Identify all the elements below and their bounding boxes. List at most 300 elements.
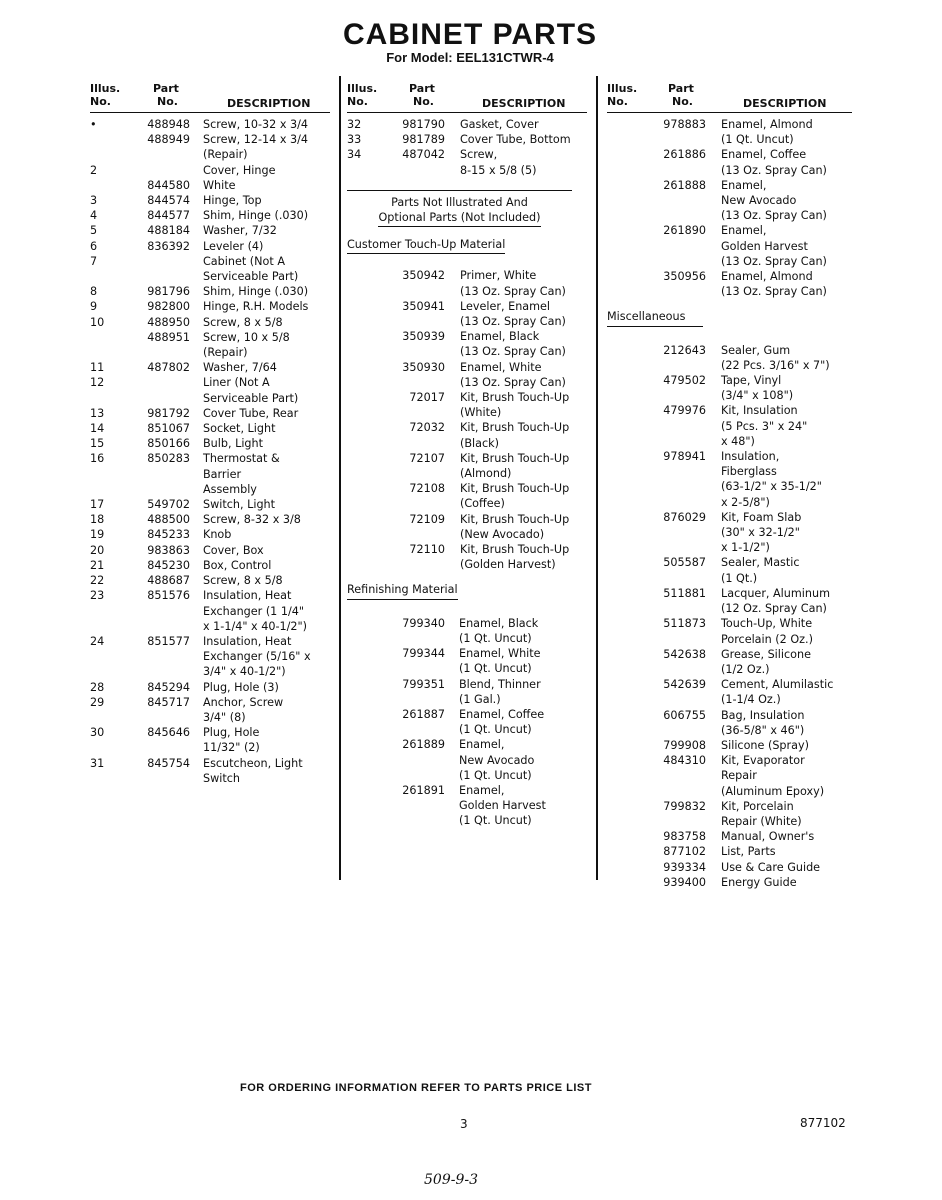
part-number: 978883 [663, 118, 706, 131]
part-description: Repair [721, 769, 757, 783]
part-description: Kit, Brush Touch-Up [460, 482, 570, 496]
part-description: Screw, 10 x 5/8 [203, 330, 290, 344]
part-row [607, 829, 852, 844]
illus-number: 34 [347, 148, 362, 162]
part-row [607, 343, 852, 373]
part-header-no: No. [672, 95, 693, 108]
part-number: 261890 [663, 224, 706, 238]
part-description: Silicone (Spray) [721, 738, 809, 752]
illus-number: 16 [90, 452, 105, 466]
part-number: 350930 [402, 360, 445, 374]
part-description: Switch, Light [203, 498, 276, 512]
part-description: (Aluminum Epoxy) [721, 784, 825, 798]
part-row [607, 799, 852, 829]
part-description: (5 Pcs. 3" x 24" [721, 419, 808, 433]
part-row [347, 390, 587, 420]
part-description: (1/2 Oz.) [721, 662, 770, 676]
part-description: Shim, Hinge (.030) [203, 285, 309, 299]
part-number: 542638 [663, 647, 706, 661]
part-description: (3/4" x 108") [721, 389, 794, 403]
part-description: Knob [203, 528, 232, 542]
illus-number: 12 [90, 376, 105, 390]
illus-number: • [90, 118, 97, 131]
illus-number: 17 [90, 498, 105, 512]
part-number: 511881 [663, 586, 706, 600]
part-description: Assembly [203, 482, 257, 496]
part-description: New Avocado [459, 753, 535, 767]
part-number: 850166 [147, 437, 190, 451]
part-description: Serviceable Part) [203, 270, 299, 284]
part-description: Plug, Hole (3) [203, 680, 279, 694]
part-row [347, 542, 587, 572]
part-description: Cement, Alumilastic [721, 678, 834, 692]
part-description: Manual, Owner's [721, 830, 815, 844]
part-row [347, 147, 587, 177]
illus-number: 8 [90, 285, 98, 299]
part-description: Repair (White) [721, 814, 802, 828]
part-row [607, 844, 852, 859]
parts-column-2 [347, 82, 587, 829]
part-row [607, 269, 852, 299]
part-row [607, 147, 852, 177]
description-header: DESCRIPTION [227, 97, 311, 110]
part-number: 851576 [147, 589, 190, 603]
part-number: 488500 [147, 513, 190, 527]
part-description: Screw, [460, 148, 498, 162]
illus-number: 31 [90, 756, 105, 770]
part-description: (13 Oz. Spray Can) [460, 345, 566, 359]
part-description: Insulation, Heat [203, 634, 292, 648]
part-row [90, 421, 330, 436]
part-description: Screw, 8 x 5/8 [203, 574, 283, 588]
illus-number: 30 [90, 726, 105, 740]
part-description: (Golden Harvest) [460, 558, 556, 572]
part-number: 851577 [147, 634, 190, 648]
description-header: DESCRIPTION [482, 97, 566, 110]
part-description: Enamel, Coffee [459, 707, 545, 721]
part-number: 845230 [147, 558, 190, 572]
refinishing-heading: Refinishing Material [347, 582, 458, 599]
part-row [607, 738, 852, 753]
part-row [90, 756, 330, 786]
part-number: 488950 [147, 315, 190, 329]
part-number: 261891 [402, 783, 445, 797]
part-description: Cover Tube, Rear [203, 406, 299, 420]
part-number: 350939 [402, 330, 445, 344]
part-description: Screw, 10-32 x 3/4 [203, 118, 308, 131]
part-description: Sealer, Mastic [721, 556, 800, 570]
illus-number: 15 [90, 437, 105, 451]
part-description: Screw, 8 x 5/8 [203, 315, 283, 329]
handwritten-note: 509-9-3 [424, 1172, 478, 1188]
part-number: 981790 [402, 118, 445, 131]
part-number: 350956 [663, 270, 706, 284]
part-description: (New Avocado) [460, 527, 545, 541]
part-number: 479976 [663, 404, 706, 418]
part-row [347, 268, 587, 298]
part-description: Gasket, Cover [460, 118, 539, 131]
illus-number: 29 [90, 695, 105, 709]
column-header [90, 82, 330, 113]
illus-header: Illus. [90, 82, 121, 95]
part-description: Screw, 12-14 x 3/4 [203, 133, 308, 147]
part-row [90, 725, 330, 755]
part-number: 877102 [663, 845, 706, 859]
part-row [607, 178, 852, 224]
illus-number: 11 [90, 361, 105, 375]
part-number: 542639 [663, 678, 706, 692]
part-number: 261886 [663, 148, 706, 162]
model-subtitle: For Model: EEL131CTWR-4 [386, 50, 554, 65]
part-row [90, 451, 330, 497]
part-row [347, 737, 587, 783]
illus-number: 9 [90, 300, 98, 314]
illus-header: Illus. [607, 82, 638, 95]
part-number: 799832 [663, 799, 706, 813]
part-description: Kit, Brush Touch-Up [460, 512, 570, 526]
part-description: 8-15 x 5/8 (5) [460, 163, 537, 177]
part-row [347, 299, 587, 329]
part-number: 488948 [147, 118, 190, 131]
part-number: 845717 [147, 695, 190, 709]
part-description: Enamel, Coffee [721, 148, 807, 162]
part-description: Escutcheon, Light [203, 756, 303, 770]
part-row [347, 451, 587, 481]
part-description: Kit, Brush Touch-Up [460, 421, 570, 435]
part-description: Socket, Light [203, 422, 276, 436]
part-description: Enamel, Almond [721, 118, 813, 131]
part-row [347, 646, 587, 676]
part-row [607, 860, 852, 875]
part-row [607, 555, 852, 585]
part-number: 488949 [147, 133, 190, 147]
part-row [607, 403, 852, 449]
part-description: Leveler, Enamel [460, 299, 551, 313]
part-number: 799351 [402, 677, 445, 691]
part-row [347, 783, 587, 829]
part-row [607, 753, 852, 799]
part-description: x 1-1/4" x 40-1/2") [203, 619, 308, 633]
part-description: (30" x 32-1/2" [721, 526, 800, 540]
part-header-no: No. [157, 95, 178, 108]
part-description: Grease, Silicone [721, 647, 811, 661]
part-number: 845754 [147, 756, 190, 770]
part-description: Golden Harvest [459, 799, 546, 813]
part-description: Golden Harvest [721, 239, 808, 253]
illus-number: 19 [90, 528, 105, 542]
part-description: x 1-1/2") [721, 541, 770, 555]
part-description: Washer, 7/32 [203, 224, 277, 238]
part-number: 939400 [663, 875, 706, 889]
part-row [90, 634, 330, 680]
part-description: Enamel, White [459, 647, 541, 661]
part-description: Tape, Vinyl [721, 374, 782, 388]
illus-number: 5 [90, 224, 98, 238]
part-row [347, 117, 587, 132]
part-description: (Coffee) [460, 497, 505, 511]
part-description: Enamel, [721, 178, 767, 192]
part-row [347, 707, 587, 737]
part-number: 606755 [663, 708, 706, 722]
part-number: 836392 [147, 239, 190, 253]
part-description: (Black) [460, 436, 499, 450]
part-description: Liner (Not A [203, 376, 270, 390]
part-row [607, 586, 852, 616]
column-divider-1 [339, 76, 341, 880]
part-description: (Repair) [203, 148, 248, 162]
part-header: Part [153, 82, 179, 95]
part-row [607, 647, 852, 677]
part-row [607, 677, 852, 707]
part-row [90, 360, 330, 375]
part-number: 505587 [663, 556, 706, 570]
part-number: 850283 [147, 452, 190, 466]
part-number: 72108 [409, 482, 445, 496]
parts-list [607, 117, 852, 299]
section-divider [347, 190, 572, 191]
part-description: Kit, Foam Slab [721, 510, 802, 524]
illus-number: 22 [90, 574, 105, 588]
part-description: Bulb, Light [203, 437, 264, 451]
part-row [90, 695, 330, 725]
part-row [90, 330, 330, 360]
part-description: (1 Qt. Uncut) [459, 723, 532, 737]
parts-list [90, 117, 330, 786]
illus-number: 13 [90, 406, 105, 420]
part-number: 845294 [147, 680, 190, 694]
part-number: 981796 [147, 285, 190, 299]
part-description: (13 Oz. Spray Can) [460, 284, 566, 298]
part-description: (13 Oz. Spray Can) [460, 375, 566, 389]
part-description: Enamel, [459, 738, 505, 752]
parts-column-1 [90, 82, 330, 786]
page-title: CABINET PARTS [342, 18, 598, 51]
part-row [607, 708, 852, 738]
touchup-heading: Customer Touch-Up Material [347, 237, 505, 254]
part-row [90, 588, 330, 634]
illus-number: 33 [347, 133, 362, 147]
column-header [607, 82, 852, 113]
part-row [90, 239, 330, 254]
illus-number: 7 [90, 254, 98, 268]
part-row [347, 481, 587, 511]
part-number: 488687 [147, 574, 190, 588]
part-number: 511873 [663, 617, 706, 631]
part-description: Switch [203, 771, 240, 785]
part-description: White [203, 178, 236, 192]
illus-number: 6 [90, 239, 98, 253]
part-description: (White) [460, 406, 502, 420]
part-description: Lacquer, Aluminum [721, 586, 830, 600]
part-number: 72107 [409, 451, 445, 465]
part-description: (1 Qt.) [721, 571, 758, 585]
part-description: (63-1/2" x 35-1/2" [721, 480, 822, 494]
part-number: 799340 [402, 616, 445, 630]
touchup-list [347, 268, 587, 572]
part-description: Enamel, Black [460, 330, 540, 344]
part-row [607, 223, 852, 269]
part-row [90, 497, 330, 512]
part-row [90, 178, 330, 193]
part-description: (13 Oz. Spray Can) [721, 209, 827, 223]
not-illustrated-line-1: Parts Not Illustrated And [391, 195, 528, 209]
part-row [90, 406, 330, 421]
part-number: 981789 [402, 133, 445, 147]
part-description: Hinge, R.H. Models [203, 300, 309, 314]
part-description: Kit, Brush Touch-Up [460, 451, 570, 465]
part-description: Enamel, White [460, 360, 542, 374]
part-description: Exchanger (1 1/4" [203, 604, 305, 618]
illus-header: Illus. [347, 82, 378, 95]
part-number: 851067 [147, 422, 190, 436]
part-description: Porcelain (2 Oz.) [721, 632, 813, 646]
part-row [90, 315, 330, 330]
part-number: 939334 [663, 860, 706, 874]
part-row [90, 558, 330, 573]
part-description: Screw, 8-32 x 3/8 [203, 513, 301, 527]
part-row [90, 163, 330, 178]
part-row [607, 616, 852, 646]
part-description: Box, Control [203, 558, 272, 572]
part-number: 845646 [147, 726, 190, 740]
part-description: 3/4" x 40-1/2") [203, 665, 286, 679]
ordering-footer: FOR ORDERING INFORMATION REFER TO PARTS PRICE LIST [240, 1082, 592, 1094]
part-number: 72109 [409, 512, 445, 526]
description-header: DESCRIPTION [743, 97, 827, 110]
part-number: 845233 [147, 528, 190, 542]
part-description: Barrier [203, 467, 242, 481]
part-row [90, 284, 330, 299]
part-number: 72017 [409, 391, 445, 405]
part-number: 212643 [663, 343, 706, 357]
part-number: 844574 [147, 194, 190, 208]
part-row [347, 132, 587, 147]
part-number: 72110 [409, 543, 445, 557]
part-description: (13 Oz. Spray Can) [721, 254, 827, 268]
illus-header-no: No. [607, 95, 628, 108]
part-description: Cabinet (Not A [203, 254, 285, 268]
part-description: (13 Oz. Spray Can) [721, 285, 827, 299]
part-description: Thermostat & [203, 452, 280, 466]
part-row [90, 254, 330, 284]
part-header: Part [668, 82, 694, 95]
part-row [90, 512, 330, 527]
part-description: (1-1/4 Oz.) [721, 693, 781, 707]
part-description: Insulation, [721, 450, 780, 464]
part-row [90, 117, 330, 132]
part-row [347, 360, 587, 390]
part-description: Leveler (4) [203, 239, 264, 253]
part-description: Cover Tube, Bottom [460, 133, 571, 147]
part-description: Use & Care Guide [721, 860, 821, 874]
part-description: (Almond) [460, 467, 512, 481]
part-row [607, 875, 852, 890]
part-number: 983758 [663, 830, 706, 844]
illus-number: 28 [90, 680, 105, 694]
part-number: 261888 [663, 178, 706, 192]
part-description: (Repair) [203, 346, 248, 360]
part-row [90, 375, 330, 405]
illus-number: 24 [90, 634, 105, 648]
document-number: 877102 [800, 1116, 846, 1130]
part-description: 3/4" (8) [203, 710, 246, 724]
part-description: Kit, Brush Touch-Up [460, 543, 570, 557]
part-row [347, 329, 587, 359]
part-number: 487042 [402, 148, 445, 162]
part-description: (22 Pcs. 3/16" x 7") [721, 358, 830, 372]
part-number: 72032 [409, 421, 445, 435]
part-description: Plug, Hole [203, 726, 260, 740]
part-row [347, 420, 587, 450]
part-description: Shim, Hinge (.030) [203, 209, 309, 223]
part-row [90, 680, 330, 695]
illus-number: 20 [90, 543, 105, 557]
part-header: Part [409, 82, 435, 95]
part-description: Kit, Porcelain [721, 799, 794, 813]
part-description: (1 Gal.) [459, 692, 501, 706]
part-description: (1 Qt. Uncut) [459, 768, 532, 782]
parts-list [347, 117, 587, 178]
illus-number: 4 [90, 209, 98, 223]
part-description: Kit, Insulation [721, 404, 798, 418]
part-description: Insulation, Heat [203, 589, 292, 603]
part-description: Serviceable Part) [203, 391, 299, 405]
part-description: Enamel, Almond [721, 270, 813, 284]
part-number: 488184 [147, 224, 190, 238]
not-illustrated-note [347, 195, 572, 227]
part-row [607, 117, 852, 147]
illus-number: 2 [90, 163, 98, 177]
illus-number: 10 [90, 315, 105, 329]
page-number: 3 [460, 1117, 468, 1131]
part-description: Bag, Insulation [721, 708, 805, 722]
part-row [90, 223, 330, 238]
part-number: 484310 [663, 754, 706, 768]
part-description: (36-5/8" x 46") [721, 723, 805, 737]
part-number: 261889 [402, 738, 445, 752]
part-row [90, 132, 330, 162]
part-description: Cover, Hinge [203, 163, 276, 177]
part-description: Enamel, [459, 783, 505, 797]
parts-column-3 [607, 82, 852, 890]
part-description: Anchor, Screw [203, 695, 284, 709]
refinishing-list [347, 616, 587, 829]
column-header [347, 82, 587, 113]
part-number: 479502 [663, 374, 706, 388]
miscellaneous-list [607, 343, 852, 890]
part-description: Energy Guide [721, 875, 797, 889]
part-description: (13 Oz. Spray Can) [460, 315, 566, 329]
not-illustrated-line-2: Optional Parts (Not Included) [378, 210, 540, 227]
part-description: (1 Qt. Uncut) [459, 662, 532, 676]
part-row [607, 510, 852, 556]
part-description: Blend, Thinner [459, 677, 541, 691]
part-number: 549702 [147, 498, 190, 512]
illus-number: 3 [90, 194, 98, 208]
part-number: 350942 [402, 269, 445, 283]
illus-number: 21 [90, 558, 105, 572]
part-number: 487802 [147, 361, 190, 375]
part-description: List, Parts [721, 845, 776, 859]
part-number: 799908 [663, 738, 706, 752]
part-row [90, 573, 330, 588]
part-number: 982800 [147, 300, 190, 314]
part-number: 983863 [147, 543, 190, 557]
part-header-no: No. [413, 95, 434, 108]
part-row [347, 677, 587, 707]
part-number: 261887 [402, 707, 445, 721]
part-row [347, 616, 587, 646]
